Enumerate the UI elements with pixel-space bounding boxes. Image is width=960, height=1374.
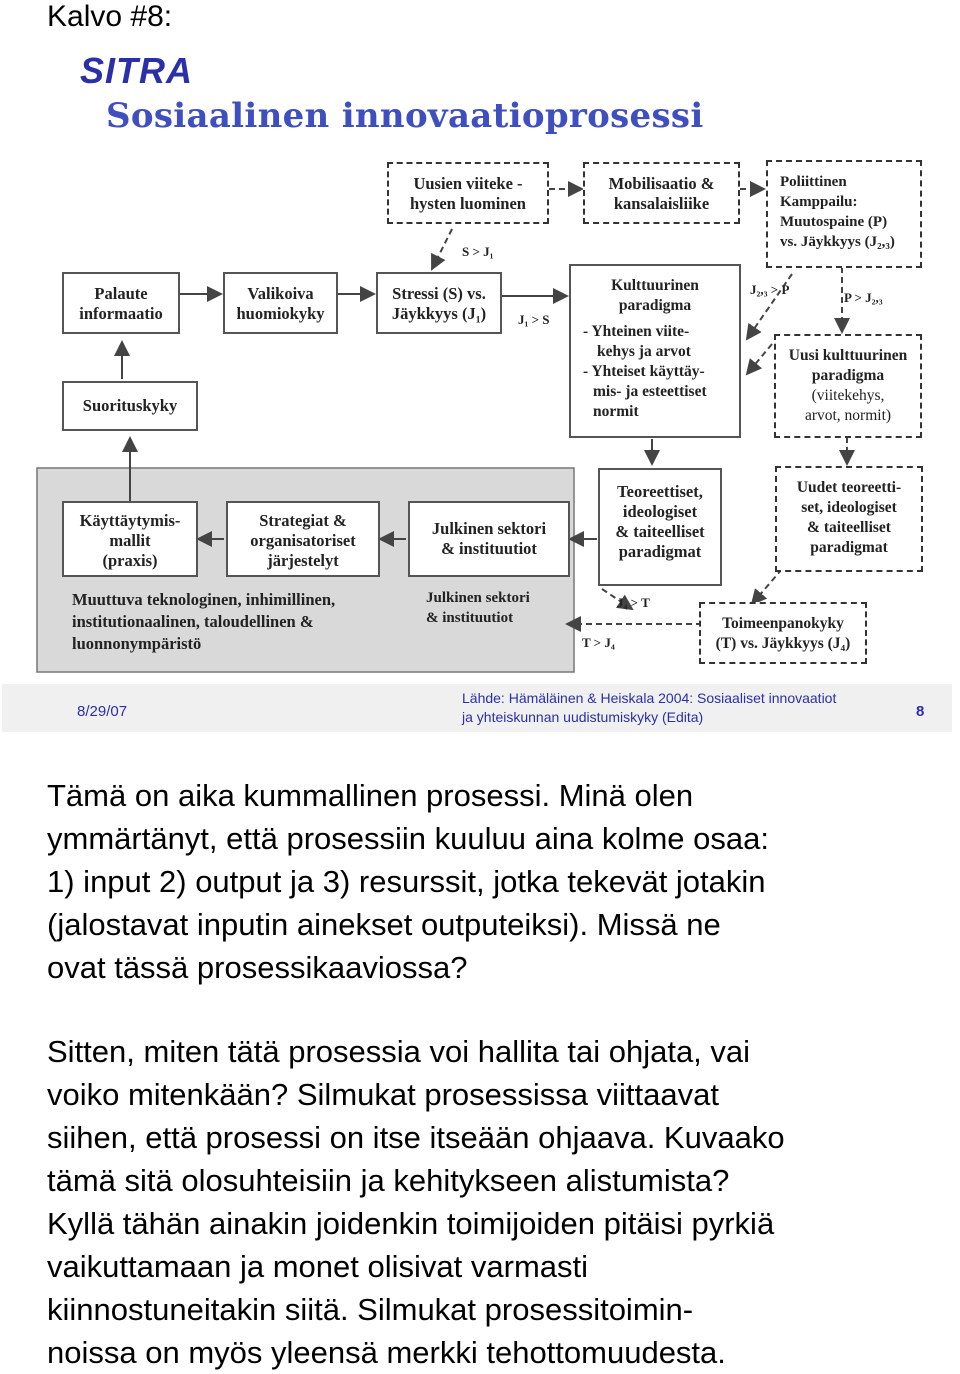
box-uudet-teoreettiset: Uudet teoreetti- set, ideologiset & taiteelliset paradigmat — [775, 466, 923, 572]
box-valikoiva: Valikoiva huomiokyky — [223, 272, 338, 334]
paragraph-2: Sitten, miten tätä prosessia voi hallita tai ohjata, vai voiko mitenkään? Silmukat prosessissa viittaavat siihen, että prosessi on itse itseään ohjaava. Kuvaako tämä sitä olosuhteisiin ja kehitykseen alistumista? Kyllä tähän ainakin joidenkin toimijoiden pitäisi pyrkiä vaikuttamaan ja monet olisivat varmasti kiinnostuneitakin siitä. Silmukat prosessitoimin- noissa on myös yleensä merkki tehottomuudesta. — [47, 1034, 785, 1370]
box-kayttaytymismallit: Käyttäytymis- mallit (praxis) — [62, 501, 198, 577]
label-julkinen-sektori-2: Julkinen sektori & instituutiot — [426, 590, 530, 626]
sitra-logo: SITRA — [80, 50, 193, 91]
box-kulttuurinen-paradigma: Kulttuurinen paradigma - Yhteinen viite- kehys ja arvot - Yhteiset käyttäy- mis- ja esteettiset normit — [569, 264, 741, 438]
arrow-label-j1-gt-s: J₁ > S — [518, 312, 550, 327]
slide-page-number: 8 — [916, 703, 925, 720]
environment-text: Muuttuva teknologinen, inhimillinen, institutionaalinen, taloudellinen & luonnonympäristö — [72, 590, 336, 653]
box-uusi-kulttuurinen-paradigma: Uusi kulttuurinen paradigma (viitekehys, arvot, normit) — [774, 334, 922, 438]
box-suorituskyky: Suorituskyky — [62, 381, 198, 431]
arrow-label-p-gt-j23: P > J₂,₃ — [844, 290, 883, 305]
box-julkinen-sektori: Julkinen sektori & instituutiot — [408, 501, 570, 577]
box-uusien-viitekehysten: Uusien viiteke - hysten luominen — [387, 162, 549, 224]
arrow-label-t-gt-j4: T > J₄ — [582, 635, 615, 650]
arrow-label-j23-gt-p: J₂,₃ > P — [750, 282, 790, 297]
box-teoreettiset-paradigmat: Teoreettiset, ideologiset & taiteelliset paradigmat — [598, 468, 722, 586]
box-stressi: Stressi (S) vs. Jäykkyys (J₁) — [376, 272, 502, 334]
box-palaute: Palaute informaatio — [62, 272, 180, 334]
box-toimeenpanokyky: Toimeenpanokyky (T) vs. Jäykkyys (J₄) — [699, 602, 867, 664]
slide-image — [2, 44, 952, 732]
arrow-label-s-gt-j1: S > J₁ — [462, 244, 494, 259]
box-mobilisaatio: Mobilisaatio & kansalaisliike — [583, 162, 740, 224]
box-strategiat: Strategiat & organisatoriset järjestelyt — [226, 501, 380, 577]
slide-source: Lähde: Hämäläinen & Heiskala 2004: Sosiaaliset innovaatiot ja yhteiskunnan uudistumiskyky (Edita) — [462, 690, 837, 725]
box-poliittinen: Poliittinen Kamppailu: Muutospaine (P) vs. Jäykkyys (J₂,₃) — [766, 160, 922, 268]
arrow-label-j4-gt-t: J₄ > T — [617, 595, 650, 610]
paragraph-1: Tämä on aika kummallinen prosessi. Minä olen ymmärtänyt, että prosessiin kuuluu aina kolme osaa: 1) input 2) output ja 3) resurssit, jotka tekevät jotakin (jalostavat inputin ainekset outputeiksi). Missä ne ovat tässä prosessikaaviossa? — [47, 778, 769, 985]
slide-heading: Kalvo #8: — [47, 0, 173, 33]
slide-title: Sosiaalinen innovaatioprosessi — [106, 96, 704, 136]
slide-date: 8/29/07 — [77, 703, 128, 720]
